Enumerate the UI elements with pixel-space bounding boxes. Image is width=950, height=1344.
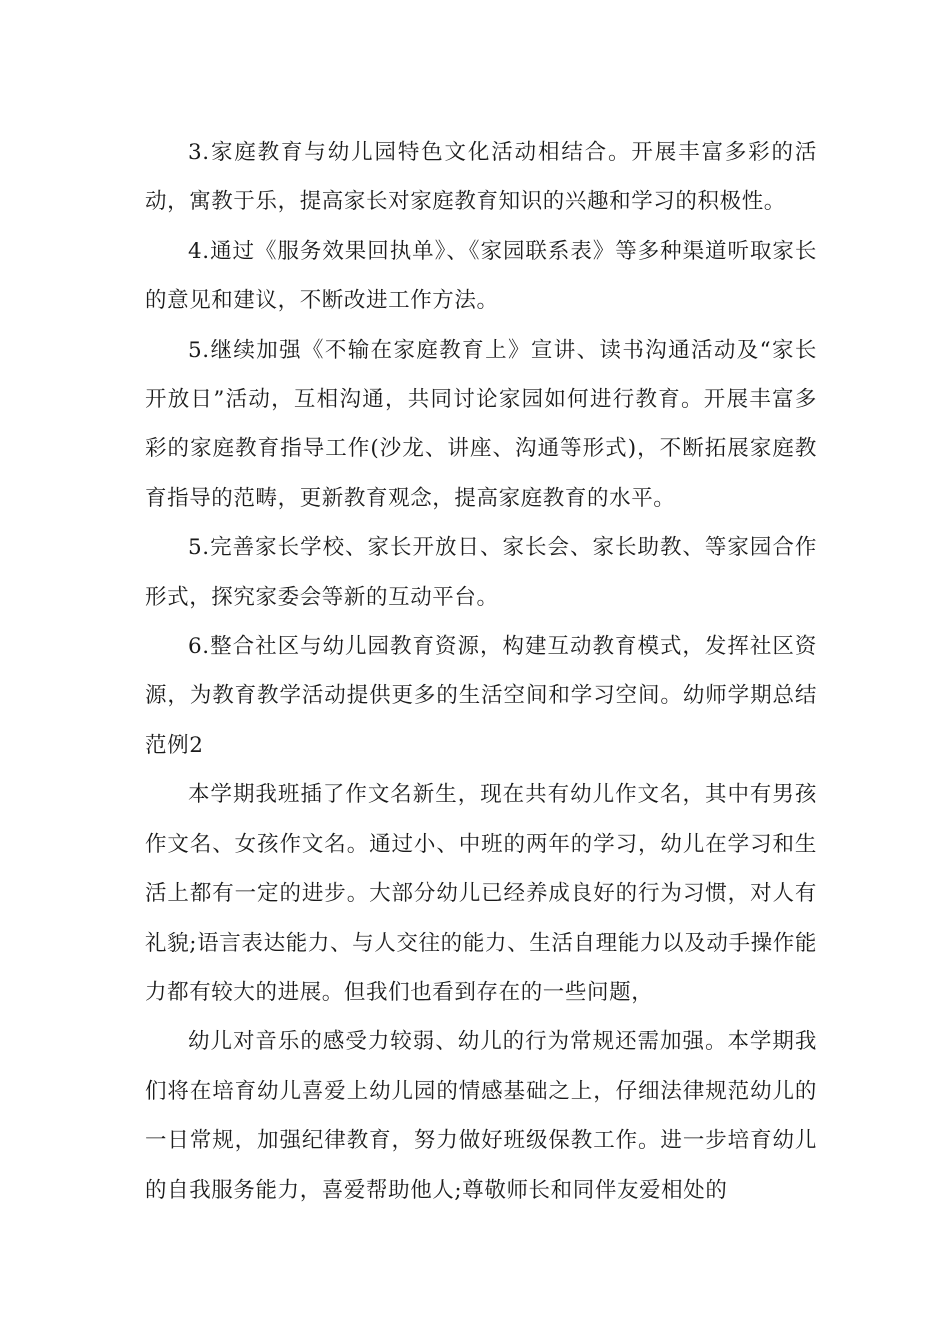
paragraph-item-5b: 5.完善家长学校、家长开放日、家长会、家长助教、等家园合作形式，探究家委会等新的互动平台。 (145, 535, 817, 610)
document-body (145, 128, 817, 1215)
paragraph-problems: 幼儿对音乐的感受力较弱、幼儿的行为常规还需加强。本学期我们将在培育幼儿喜爱上幼儿园的情感基础之上，仔细法律规范幼儿的一日常规，加强纪律教育，努力做好班级保教工作。进一步培育幼儿的自我服务能力，喜爱帮助他人;尊敬师长和同伴友爱相处的 (145, 1029, 817, 1203)
paragraph-item-6: 6.整合社区与幼儿园教育资源，构建互动教育模式，发挥社区资源，为教育教学活动提供更多的生活空间和学习空间。幼师学期总结范例2 (145, 634, 817, 758)
paragraph-item-5a: 5.继续加强《不输在家庭教育上》宣讲、读书沟通活动及“家长开放日”活动，互相沟通，共同讨论家园如何进行教育。开展丰富多彩的家庭教育指导工作(沙龙、讲座、沟通等形式)，不断拓展家庭教育指导的范畴，更新教育观念，提高家庭教育的水平。 (145, 337, 817, 511)
paragraph-item-3: 3.家庭教育与幼儿园特色文化活动相结合。开展丰富多彩的活动，寓教于乐，提高家长对家庭教育知识的兴趣和学习的积极性。 (145, 140, 817, 215)
paragraph-class-overview: 本学期我班插了作文名新生，现在共有幼儿作文名，其中有男孩作文名、女孩作文名。通过小、中班的两年的学习，幼儿在学习和生活上都有一定的进步。大部分幼儿已经养成良好的行为习惯，对人有礼貌;语言表达能力、与人交往的能力、生活自理能力以及动手操作能力都有较大的进展。但我们也看到存在的一些问题， (145, 782, 817, 1005)
paragraph-item-4: 4.通过《服务效果回执单》、《家园联系表》等多种渠道听取家长的意见和建议，不断改进工作方法。 (145, 238, 817, 314)
